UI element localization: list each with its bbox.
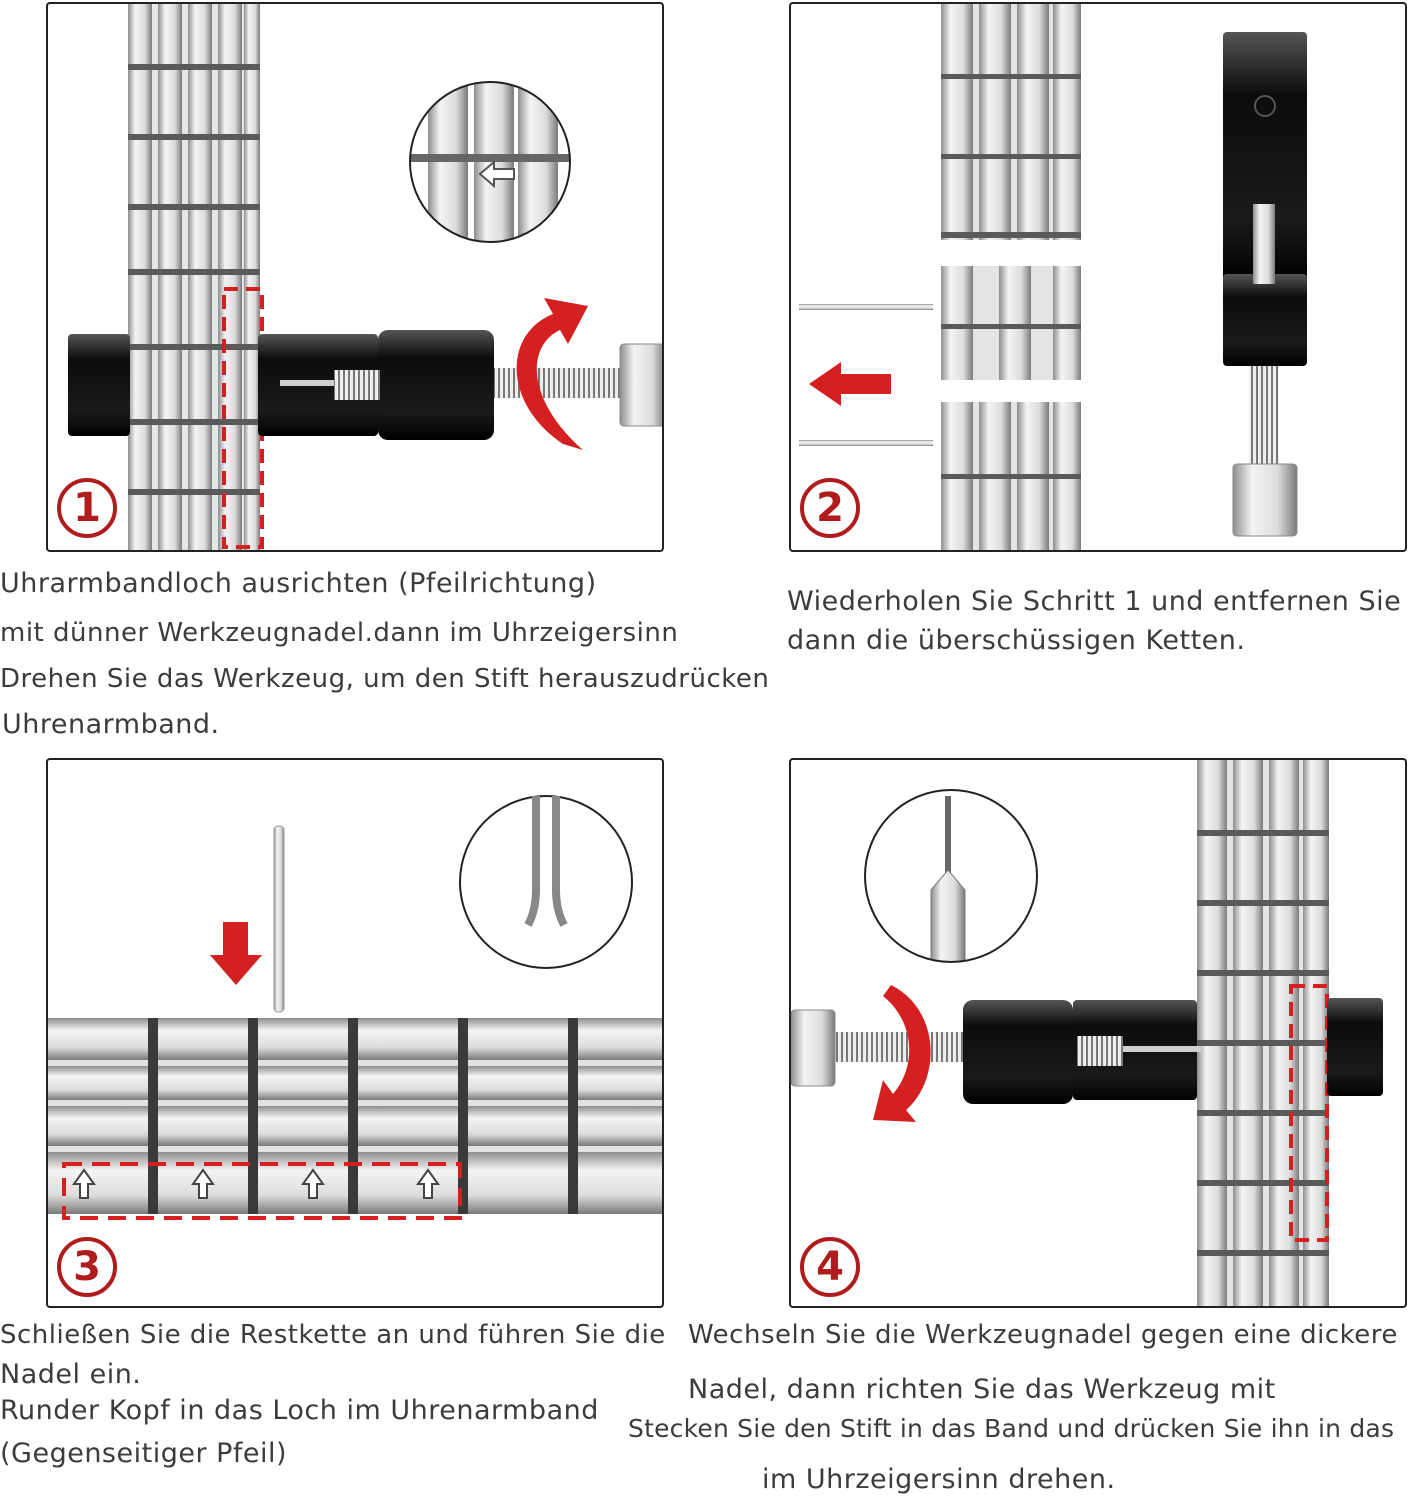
caption-line: Nadel, dann richten Sie das Werkzeug mit (688, 1374, 1276, 1405)
zoom-detail-circle (865, 790, 1037, 962)
step-4-illustration (791, 760, 1407, 1308)
left-arrow (809, 362, 891, 406)
step-3-number: 3 (57, 1237, 117, 1297)
caption-line: dann die überschüssigen Ketten. (787, 625, 1246, 656)
watch-strap-vertical (1197, 760, 1329, 1308)
step-3-illustration (48, 760, 664, 1308)
watch-strap-horizontal (48, 1018, 664, 1214)
strap-link-removed (941, 266, 1081, 380)
caption-line: (Gegenseitiger Pfeil) (0, 1438, 288, 1469)
caption-line: Schließen Sie die Restkette an und führen Sie die (0, 1320, 666, 1350)
caption-line: im Uhrzeigersinn drehen. (762, 1464, 1116, 1495)
step-1-panel (46, 2, 664, 552)
pin-removal-tool-vertical (1223, 32, 1307, 536)
step-2-panel (789, 2, 1407, 552)
caption-line: Runder Kopf in das Loch im Uhrenarmband (0, 1395, 599, 1426)
step-2-number: 2 (800, 478, 860, 538)
zoom-detail-circle (410, 82, 570, 242)
zoom-detail-circle (460, 796, 632, 968)
step-2-illustration (791, 4, 1407, 552)
step-1-illustration (48, 4, 664, 552)
caption-line: Wechseln Sie die Werkzeugnadel gegen eine dickere (688, 1320, 1398, 1350)
caption-line: Stecken Sie den Stift in das Band und drücken Sie ihn in das (628, 1414, 1395, 1443)
step-4-panel (789, 758, 1407, 1308)
removed-pin-lower (799, 440, 933, 446)
step-4-number: 4 (800, 1237, 860, 1297)
strap-section-upper (941, 4, 1081, 240)
caption-line: mit dünner Werkzeugnadel.dann im Uhrzeigersinn (0, 618, 679, 648)
watch-strap-vertical (128, 4, 260, 552)
removed-pin-upper (799, 304, 933, 310)
caption-line: Drehen Sie das Werkzeug, um den Stift herauszudrücken (0, 664, 770, 694)
spring-pin (274, 826, 284, 1012)
caption-line: Uhrarmbandloch ausrichten (Pfeilrichtung) (0, 568, 597, 599)
down-arrow (210, 922, 262, 985)
caption-line: Wiederholen Sie Schritt 1 und entfernen Sie (787, 586, 1402, 617)
step-3-panel (46, 758, 664, 1308)
caption-line: Uhrenarmband. (2, 709, 220, 740)
caption-line: Nadel ein. (0, 1359, 142, 1390)
step-1-number: 1 (57, 478, 117, 538)
strap-section-lower (941, 402, 1081, 552)
